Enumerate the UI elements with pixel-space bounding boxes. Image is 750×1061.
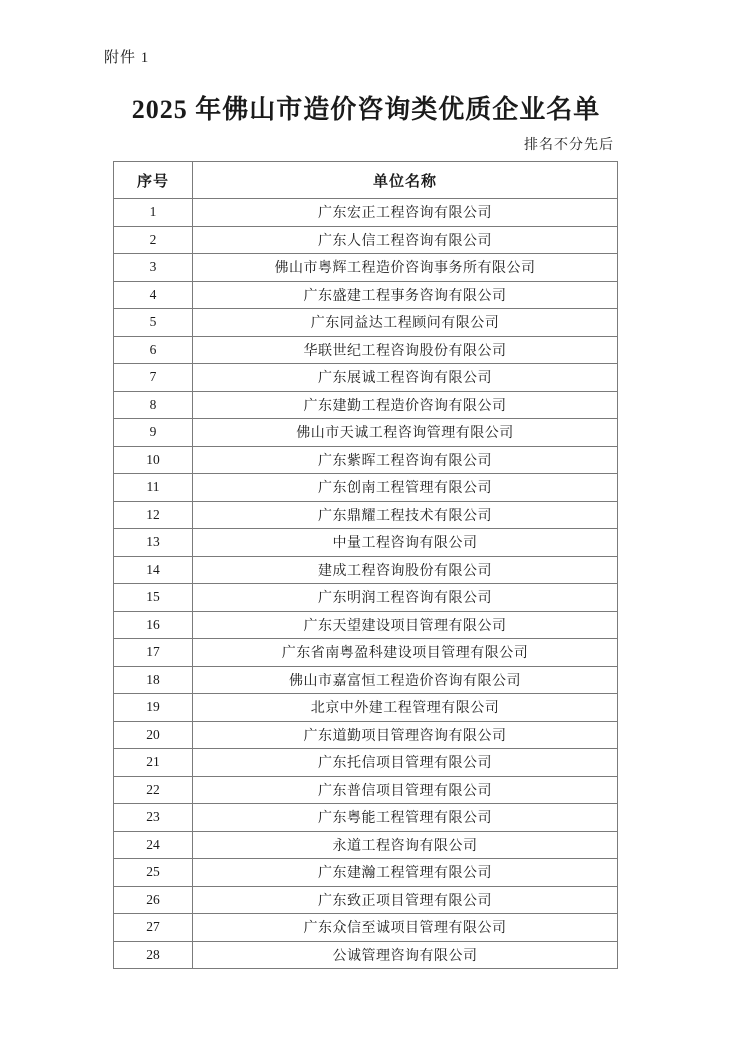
row-company-name: 广东盛建工程事务咨询有限公司 [193, 281, 618, 309]
table-row [114, 776, 618, 804]
row-company-name: 广东人信工程咨询有限公司 [193, 226, 618, 254]
row-serial-number: 24 [114, 831, 193, 859]
row-company-name: 广东明润工程咨询有限公司 [193, 584, 618, 612]
table-row [114, 584, 618, 612]
row-serial-number: 7 [114, 364, 193, 392]
row-company-name: 北京中外建工程管理有限公司 [193, 694, 618, 722]
table-row [114, 364, 618, 392]
table-row [114, 831, 618, 859]
row-serial-number: 14 [114, 556, 193, 584]
table-row [114, 391, 618, 419]
row-company-name: 广东省南粤盈科建设项目管理有限公司 [193, 639, 618, 667]
table-row [114, 281, 618, 309]
table-row [114, 474, 618, 502]
row-serial-number: 15 [114, 584, 193, 612]
row-serial-number: 16 [114, 611, 193, 639]
row-company-name: 佛山市嘉富恒工程造价咨询有限公司 [193, 666, 618, 694]
company-table-header [114, 162, 618, 199]
row-company-name: 广东宏正工程咨询有限公司 [193, 199, 618, 227]
row-serial-number: 10 [114, 446, 193, 474]
row-serial-number: 26 [114, 886, 193, 914]
row-serial-number: 3 [114, 254, 193, 282]
row-company-name: 佛山市粤辉工程造价咨询事务所有限公司 [193, 254, 618, 282]
row-company-name: 华联世纪工程咨询股份有限公司 [193, 336, 618, 364]
row-company-name: 广东普信项目管理有限公司 [193, 776, 618, 804]
ranking-note: 排名不分先后 [524, 138, 614, 153]
row-serial-number: 25 [114, 859, 193, 887]
header-company-name: 单位名称 [193, 162, 618, 199]
header-row [114, 162, 618, 199]
table-row [114, 501, 618, 529]
row-serial-number: 8 [114, 391, 193, 419]
row-company-name: 建成工程咨询股份有限公司 [193, 556, 618, 584]
row-company-name: 广东紫晖工程咨询有限公司 [193, 446, 618, 474]
table-row [114, 694, 618, 722]
table-row [114, 886, 618, 914]
table-row [114, 309, 618, 337]
row-serial-number: 20 [114, 721, 193, 749]
page-title: 2025 年佛山市造价咨询类优质企业名单 [131, 95, 601, 124]
table-row [114, 859, 618, 887]
table-row [114, 226, 618, 254]
company-table [113, 161, 618, 969]
attachment-label: 附件 1 [104, 50, 150, 66]
row-serial-number: 11 [114, 474, 193, 502]
row-company-name: 广东鼎耀工程技术有限公司 [193, 501, 618, 529]
table-row [114, 611, 618, 639]
row-company-name: 广东创南工程管理有限公司 [193, 474, 618, 502]
header-serial-number: 序号 [114, 162, 193, 199]
row-serial-number: 2 [114, 226, 193, 254]
row-company-name: 广东粤能工程管理有限公司 [193, 804, 618, 832]
table-row [114, 914, 618, 942]
row-company-name: 公诚管理咨询有限公司 [193, 941, 618, 969]
row-serial-number: 22 [114, 776, 193, 804]
table-row [114, 749, 618, 777]
row-company-name: 广东天望建设项目管理有限公司 [193, 611, 618, 639]
row-serial-number: 28 [114, 941, 193, 969]
row-company-name: 广东展诚工程咨询有限公司 [193, 364, 618, 392]
table-row [114, 941, 618, 969]
row-company-name: 广东建勤工程造价咨询有限公司 [193, 391, 618, 419]
row-company-name: 中量工程咨询有限公司 [193, 529, 618, 557]
row-company-name: 广东致正项目管理有限公司 [193, 886, 618, 914]
row-company-name: 广东建瀚工程管理有限公司 [193, 859, 618, 887]
row-company-name: 广东同益达工程顾问有限公司 [193, 309, 618, 337]
row-company-name: 永道工程咨询有限公司 [193, 831, 618, 859]
table-row [114, 199, 618, 227]
table-row [114, 529, 618, 557]
row-serial-number: 9 [114, 419, 193, 447]
row-company-name: 佛山市天诚工程咨询管理有限公司 [193, 419, 618, 447]
table-row [114, 446, 618, 474]
table-row [114, 804, 618, 832]
row-company-name: 广东众信至诚项目管理有限公司 [193, 914, 618, 942]
row-serial-number: 19 [114, 694, 193, 722]
row-serial-number: 13 [114, 529, 193, 557]
row-company-name: 广东托信项目管理有限公司 [193, 749, 618, 777]
table-row [114, 666, 618, 694]
row-company-name: 广东道勤项目管理咨询有限公司 [193, 721, 618, 749]
table-row [114, 336, 618, 364]
row-serial-number: 17 [114, 639, 193, 667]
row-serial-number: 27 [114, 914, 193, 942]
table-row [114, 419, 618, 447]
table-row [114, 254, 618, 282]
table-row [114, 556, 618, 584]
table-row [114, 639, 618, 667]
row-serial-number: 5 [114, 309, 193, 337]
row-serial-number: 18 [114, 666, 193, 694]
row-serial-number: 23 [114, 804, 193, 832]
company-table-body [114, 199, 618, 969]
row-serial-number: 4 [114, 281, 193, 309]
row-serial-number: 1 [114, 199, 193, 227]
row-serial-number: 6 [114, 336, 193, 364]
table-row [114, 721, 618, 749]
row-serial-number: 12 [114, 501, 193, 529]
row-serial-number: 21 [114, 749, 193, 777]
